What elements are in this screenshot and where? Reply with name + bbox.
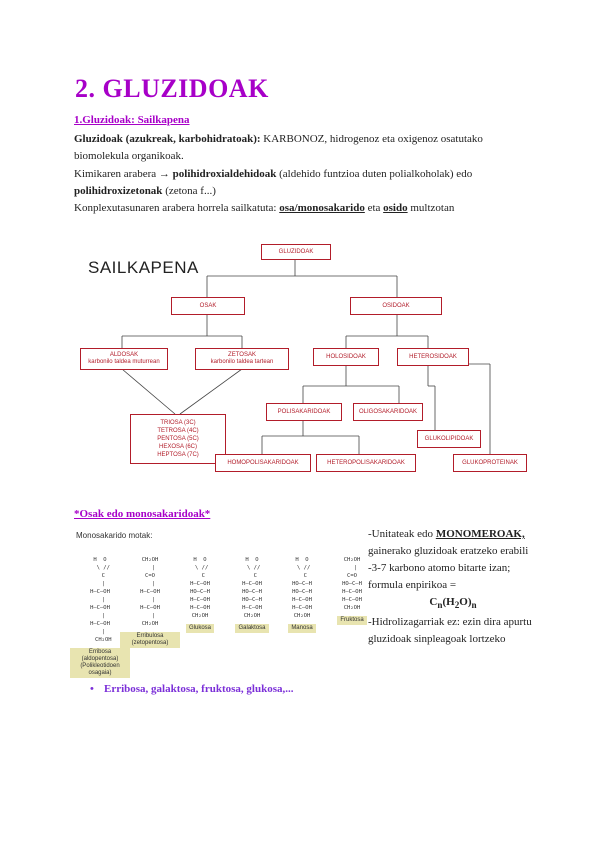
prop-hydrolysis: -Hidrolizagarriak ez: ezin dira apurtu gluzidoak sinpleagoak lortzeko <box>368 616 532 646</box>
mono-types-title: Monosakarido motak: <box>76 531 153 540</box>
structure-label: Galaktosa <box>235 624 268 633</box>
chemistry-mid: (aldehido funtzioa duten polialkoholak) edo <box>276 168 473 180</box>
mono-properties <box>368 526 538 648</box>
node-gluzidoak: GLUZIDOAK <box>261 244 331 260</box>
chemistry-lead: Kimikaren arabera → <box>74 168 170 180</box>
node-glukoproteinak: GLUKOPROTEINAK <box>453 454 527 472</box>
structure-formula: H O \ // C H–C–OH HO–C–H HO–C–H H–C–OH CH₂OH <box>242 557 262 619</box>
definition-paragraph <box>74 131 534 165</box>
section-subtitle: 1.Gluzidoak: Sailkapena <box>74 114 190 126</box>
empirical-formula: $C_n(H_2O)_n$ <box>429 596 477 611</box>
node-aldosak: ALDOSAK karbonilo taldea muturrean <box>80 348 168 370</box>
prop-units-lead: -Unitateak edo <box>368 528 436 540</box>
node-osak: OSAK <box>171 297 245 315</box>
structure-formula: CH₂OH | C=O HO–C–H H–C–OH H–C–OH CH₂OH <box>342 557 362 611</box>
monosakaridoak-heading: *Osak edo monosakaridoak* <box>74 508 211 520</box>
monomeroak-term: MONOMEROAK, <box>435 528 525 540</box>
complexity-paragraph <box>74 200 534 217</box>
polihidroxialdehidoak-term: polihidroxialdehidoak <box>172 168 277 180</box>
structure-label: Manosa <box>288 624 315 633</box>
complexity-lead: Konplexutasunaren arabera horrela sailkatuta: <box>74 202 280 214</box>
node-zetosak: ZETOSAK karbonilo taldea tartean <box>195 348 289 370</box>
chemistry-end: (zetona f...) <box>162 185 216 197</box>
structure-formula: H O \ // C HO–C–H HO–C–H H–C–OH H–C–OH CH₂OH <box>292 557 312 619</box>
structure-label: Erribosa (aldopentosa) (Polikleotidoen osagaia) <box>70 648 130 678</box>
structure-formula: H O \ // C H–C–OH HO–C–H H–C–OH H–C–OH CH₂OH <box>190 557 210 619</box>
definition-term: Gluzidoak (azukreak, karbohidratoak): <box>74 133 261 145</box>
examples-bullet: • Erribosa, galaktosa, fruktosa, glukosa,... <box>90 683 293 695</box>
node-glukolipidoak: GLUKOLIPIDOAK <box>417 430 481 448</box>
structure-formula: H O \ // C | H–C–OH | H–C–OH | H–C–OH | CH₂OH <box>90 557 112 643</box>
structure-label: Fruktosa <box>337 616 366 625</box>
node-polisakaridoak: POLISAKARIDOAK <box>266 403 342 421</box>
classification-diagram <box>70 236 530 486</box>
node-carbon-count: TRIOSA (3C) TETROSA (4C) PENTOSA (5C) HEXOSA (6C) HEPTOSA (7C) <box>130 414 226 464</box>
structure-label: Glukosa <box>186 624 214 633</box>
complexity-end: multzotan <box>407 202 455 214</box>
definition-text: KARBONOZ, hidrogenoz eta oxigenoz osatutako biomolekula organikoak. <box>74 133 483 162</box>
node-holosidoak: HOLOSIDOAK <box>313 348 379 366</box>
node-homopolisakaridoak: HOMOPOLISAKARIDOAK <box>215 454 311 472</box>
diagram-heading: SAILKAPENA <box>88 258 199 277</box>
node-osidoak: OSIDOAK <box>350 297 442 315</box>
page-title: 2. GLUZIDOAK <box>75 74 269 103</box>
node-heteropolisakaridoak: HETEROPOLISAKARIDOAK <box>316 454 416 472</box>
monosakarido-term: osa/monosakarido <box>279 202 365 214</box>
node-heterosidoak: HETEROSIDOAK <box>397 348 469 366</box>
complexity-mid: eta <box>364 202 384 214</box>
node-oligosakaridoak: OLIGOSAKARIDOAK <box>353 403 423 421</box>
structure-2 <box>170 556 230 633</box>
structure-formula: CH₂OH | C=O | H–C–OH | H–C–OH | CH₂OH <box>140 557 160 627</box>
structure-label: Erribulosa (zetopentosa) <box>120 632 180 648</box>
prop-units-rest: gainerako gluzidoak eratzeko erabili <box>368 545 529 557</box>
chemistry-paragraph <box>74 166 534 200</box>
polihidroxizetonak-term: polihidroxizetonak <box>74 185 163 197</box>
prop-carbon: -3-7 karbono atomo bitarte izan; formula enpirikoa = <box>368 562 511 591</box>
osido-term: osido <box>383 202 408 214</box>
